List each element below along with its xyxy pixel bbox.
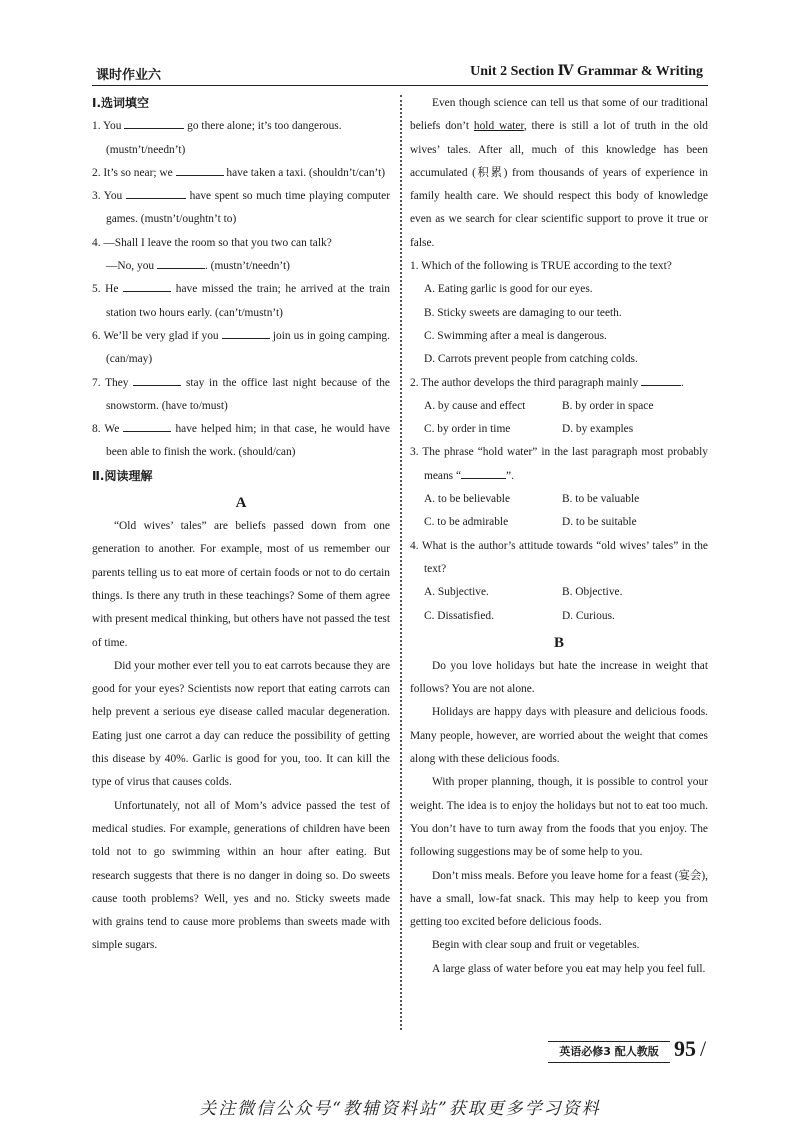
option[interactable]: D. Carrots prevent people from catching colds. [424,353,638,366]
answer-blank[interactable] [176,163,224,176]
option[interactable]: B. by order in space [562,399,654,412]
reading-question-3: 3. The phrase “hold water” in the last paragraph most probably means “ ”. [410,446,708,482]
passage-a-label: A [235,495,247,512]
promo-note: 关注微信公众号“教辅资料站”获取更多学习资料 [199,1099,601,1119]
reading-question-1: 1. Which of the following is TRUE according to the text? [410,260,672,273]
right-column [410,92,708,981]
question-8: 8. We have helped him; in that case, he would have been able to finish the work. (should/can) [92,418,390,465]
option[interactable]: A. Eating garlic is good for our eyes. [424,283,593,296]
question-6: 6. We’ll be very glad if you join us in going camping. (can/may) [92,325,390,372]
answer-blank[interactable] [222,326,270,339]
page-slash: / [700,1036,707,1061]
question-5: 5. He have missed the train; he arrived at the train station two hours early. (can’t/mustn’t) [92,278,390,325]
option[interactable]: A. to be believable [424,493,511,506]
answer-blank[interactable] [641,373,681,386]
option[interactable]: A. Subjective. [424,586,489,599]
question-4: 4. —Shall I leave the room so that you two can talk? —No, you . (mustn’t/needn’t) [92,236,332,273]
reading-question-2: 2. The author develops the third paragraph mainly . [410,372,708,395]
answer-blank[interactable] [133,373,181,386]
passage-b-para-6: A large glass of water before you eat may help you feel full. [432,962,706,975]
section1-title: Ⅰ.选词填空 [92,96,150,110]
option[interactable]: B. Sticky sweets are damaging to our teeth. [424,306,622,319]
answer-blank[interactable] [124,116,184,129]
header-rule [92,85,708,86]
option[interactable]: B. Objective. [562,586,623,599]
passage-a-para-4: Even though science can tell us that some of our traditional beliefs don’t hold water, there is still a lot of truth in the old wives’ tales. After all, much of this knowledge has been accumulated (积累) from thousands of years of experience in family health care. We should respect this body of knowledge even as we search for clear scientific support to prove it true or false. [410,97,708,249]
passage-a-para-2: Did your mother ever tell you to eat carrots because they are good for your eyes? Scientists now report that eating carrots can help prevent a serious eye disease called macular degeneration. Eating just one carrot a day can reduce the possibility of getting this disease by 40%. Garlic is good for you, too. It can kill the type of virus that causes colds. [92,659,390,789]
options-q3 [410,488,708,535]
column-divider [400,95,402,1030]
passage-b-para-2: Holidays are happy days with pleasure and delicious foods. Many people, however, are worried about the weight that comes along with these delicious foods. [410,706,708,766]
option[interactable]: C. Dissatisfied. [424,609,494,622]
reading-question-4: 4. What is the author’s attitude towards “old wives’ tales” in the text? [410,539,708,575]
question-3: 3. You have spent so much time playing computer games. (mustn’t/oughtn’t to) [92,185,390,232]
passage-b-para-5: Begin with clear soup and fruit or vegetables. [432,939,640,952]
option[interactable]: D. Curious. [562,609,615,622]
header-left: 课时作业六 [96,68,162,83]
answer-blank[interactable] [123,279,171,292]
left-column [92,92,390,958]
options-q4 [410,581,708,628]
answer-blank[interactable] [461,466,506,479]
option[interactable]: D. to be suitable [562,516,637,529]
option[interactable]: A. by cause and effect [424,399,526,412]
passage-a-para-3: Unfortunately, not all of Mom’s advice passed the test of medical studies. For example, generations of children have been told not to go swimming within an hour after eating. But research suggests that there is no danger in doing so. Do sweets cause tooth problems? Well, yes and no. Sticky sweets made with grains tend to cause more problems than sweets made with simple sugars. [92,799,390,952]
question-2: 2. It’s so near; we have taken a taxi. (shouldn’t/can’t) [92,162,390,185]
book-label: 英语必修3 配人教版 [548,1041,670,1063]
underlined-phrase: hold water [473,120,524,133]
options-q1 [410,278,708,371]
option[interactable]: C. to be admirable [424,516,509,529]
passage-b-para-1: Do you love holidays but hate the increase in weight that follows? You are not alone. [410,659,708,696]
passage-a-para-1: “Old wives’ tales” are beliefs passed down from one generation to another. For example, most of us remember our parents telling us to eat more of certain foods or not to do certain things. Is there any truth in these teachings? Some of them agree with present medical thinking, but others have not passed the test of time. [92,520,390,649]
passage-b-para-3: With proper planning, though, it is possible to control your weight. The idea is to enjoy the holidays but not to eat too much. You don’t have to turn away from the foods that you enjoy. The following suggestions may be of some help to you. [410,776,708,859]
answer-blank[interactable] [123,419,171,432]
option[interactable]: B. to be valuable [562,493,640,506]
answer-blank[interactable] [126,186,186,199]
passage-b-label: B [553,634,564,651]
header-right: Unit 2 Section Ⅳ Grammar & Writing [470,64,703,79]
options-q2 [410,395,708,442]
section2-title: Ⅱ.阅读理解 [92,468,153,483]
passage-b-para-4: Don’t miss meals. Before you leave home for a feast (宴会), have a small, low-fat snack. This may help to keep you from getting too excited before delicious foods. [410,869,708,929]
answer-blank[interactable] [157,256,205,269]
page-number: 95 [674,1036,696,1061]
question-1: 1. You go there alone; it’s too dangerous. (mustn’t/needn’t) [92,115,390,162]
option[interactable]: C. Swimming after a meal is dangerous. [424,329,607,342]
question-7: 7. They stay in the office last night because of the snowstorm. (have to/must) [92,372,390,419]
option[interactable]: C. by order in time [424,423,511,436]
option[interactable]: D. by examples [562,423,634,436]
